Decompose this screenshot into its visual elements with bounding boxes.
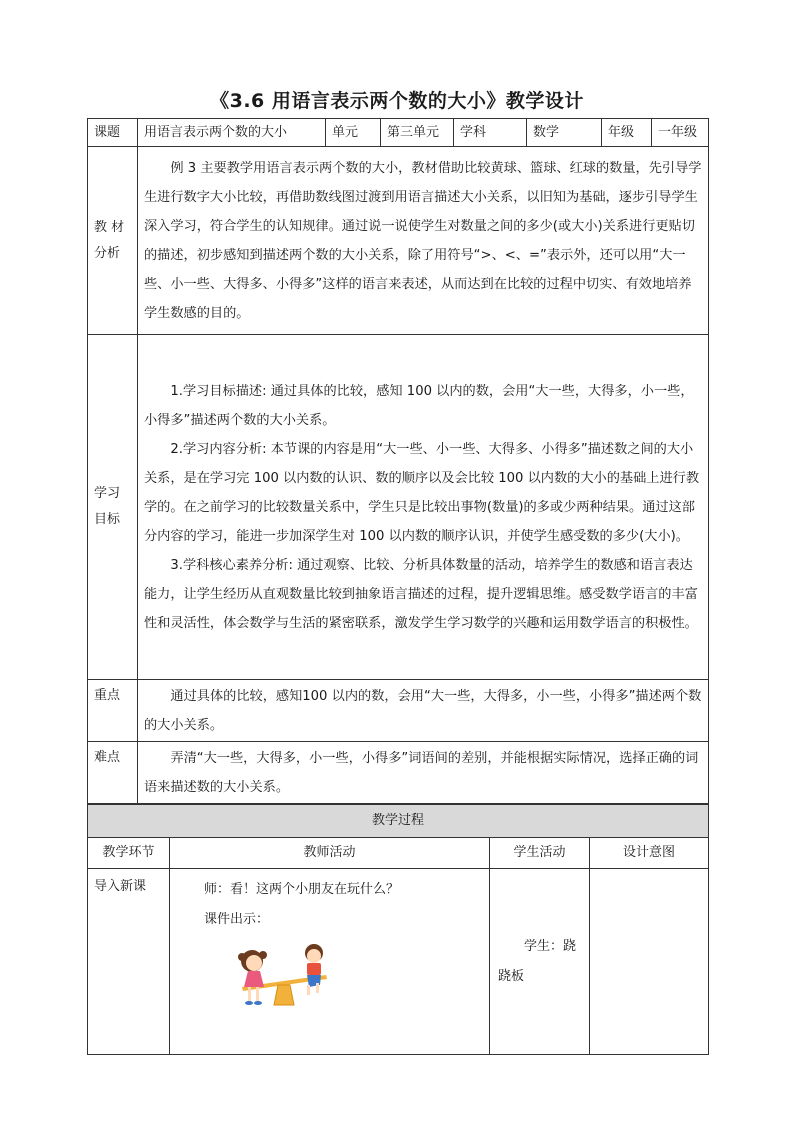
analysis-text: 例 3 主要教学用语言表示两个数的大小，教材借助比较黄球、篮球、红球的数量，先引导学生进行数字大小比较，再借助数线图过渡到用语言描述大小关系，以旧知为基础，逐步引导学生深入学习，符合学生的认知规律。通过说一说使学生对数量之间的多少(或大小)关系进行更贴切的描述，初步感知到描述两个数的大小关系，除了用符号“>、<、=”表示外，还可以用“大一些、小一些、大得多、小得多”这样的语言来表述，从而达到在比较的过程中切实、有效地培养学生数感的目的。 (144, 160, 702, 321)
seesaw-pivot (274, 985, 294, 1005)
grade-value: 一年级 (652, 119, 709, 147)
lesson-plan-table (87, 118, 709, 804)
teacher-activity-cell (170, 869, 490, 1055)
key-point-text: 通过具体的比较，感知100 以内的数，会用“大一些，大得多，小一些，小得多”描述两个数的大小关系。 (144, 689, 702, 733)
boy-face (307, 949, 321, 963)
document-title: 《3.6 用语言表示两个数的大小》教学设计 (210, 90, 584, 112)
difficulty-row (88, 742, 709, 804)
subject-value: 数学 (527, 119, 602, 147)
col-teacher: 教师活动 (170, 838, 490, 869)
objective-item-2: 2.学习内容分析: 本节课的内容是用“大一些、小一些、大得多、小得多”描述数之间的大小关系，是在学习完 100 以内数的认识、数的顺序以及会比较 100 以内数的大小的基础上进行教学的。在之前学习的比较数量关系中，学生只是比较出事物(数量)的多或少两种结果。通过这部分内容的学习，能进一步加深学生对 100 以内数的顺序认识，并使学生感受数的多少(大小)。 (144, 441, 700, 544)
col-stage: 教学环节 (88, 838, 170, 869)
key-point-label: 重点 (88, 680, 138, 742)
subject-label: 学科 (454, 119, 527, 147)
children-seesaw-illustration-icon (234, 941, 334, 1013)
girl-dress (244, 971, 264, 987)
girl-face (246, 955, 262, 971)
process-heading: 教学过程 (88, 805, 709, 838)
analysis-label (88, 147, 138, 335)
grade-label: 年级 (602, 119, 652, 147)
stage-cell: 导入新课 (88, 869, 170, 1055)
analysis-label-line1: 教 材 (94, 219, 125, 235)
intent-cell (590, 869, 709, 1055)
teacher-line-2: 课件出示： (204, 912, 270, 927)
topic-value: 用语言表示两个数的大小 (138, 119, 326, 147)
analysis-row (88, 147, 709, 335)
difficulty-cell (138, 742, 709, 804)
objectives-label (88, 335, 138, 680)
col-intent: 设计意图 (590, 838, 709, 869)
process-table (87, 804, 709, 1055)
unit-label: 单元 (326, 119, 381, 147)
col-student: 学生活动 (490, 838, 590, 869)
objectives-text-cell (138, 335, 709, 680)
key-point-row (88, 680, 709, 742)
objectives-label-line1: 学习 (94, 486, 121, 501)
student-activity-cell (490, 869, 590, 1055)
process-heading-row (88, 805, 709, 838)
boy-shirt (307, 963, 321, 975)
unit-value: 第三单元 (381, 119, 454, 147)
header-row (88, 119, 709, 147)
objective-item-1: 1.学习目标描述: 通过具体的比较，感知 100 以内的数，会用“大一些，大得多，小一些，小得多”描述两个数的大小关系。 (144, 383, 694, 428)
objective-item-3: 3.学科核心素养分析: 通过观察、比较、分析具体数量的活动，培养学生的数感和语言表达能力，让学生经历从直观数量比较到抽象语言描述的过程，提升逻辑思维。感受数学语言的丰富性和灵活性，体会数学与生活的紧密联系，激发学生学习数学的兴趣和运用数学语言的积极性。 (144, 557, 698, 631)
objectives-label-line2: 目标 (94, 512, 121, 527)
analysis-label-line2: 分析 (94, 245, 121, 261)
difficulty-text: 弄清“大一些，大得多，小一些，小得多”词语间的差别，并能根据实际情况，选择正确的词语来描述数的大小关系。 (144, 751, 699, 795)
student-activity-text: 学生：跷跷板 (498, 938, 577, 984)
teacher-line-1: 师：看！这两个小朋友在玩什么？ (204, 882, 400, 897)
analysis-text-cell (138, 147, 709, 335)
topic-label: 课题 (88, 119, 138, 147)
objectives-row (88, 335, 709, 680)
process-columns-row (88, 838, 709, 869)
process-row-intro (88, 869, 709, 1055)
key-point-cell (138, 680, 709, 742)
difficulty-label: 难点 (88, 742, 138, 804)
